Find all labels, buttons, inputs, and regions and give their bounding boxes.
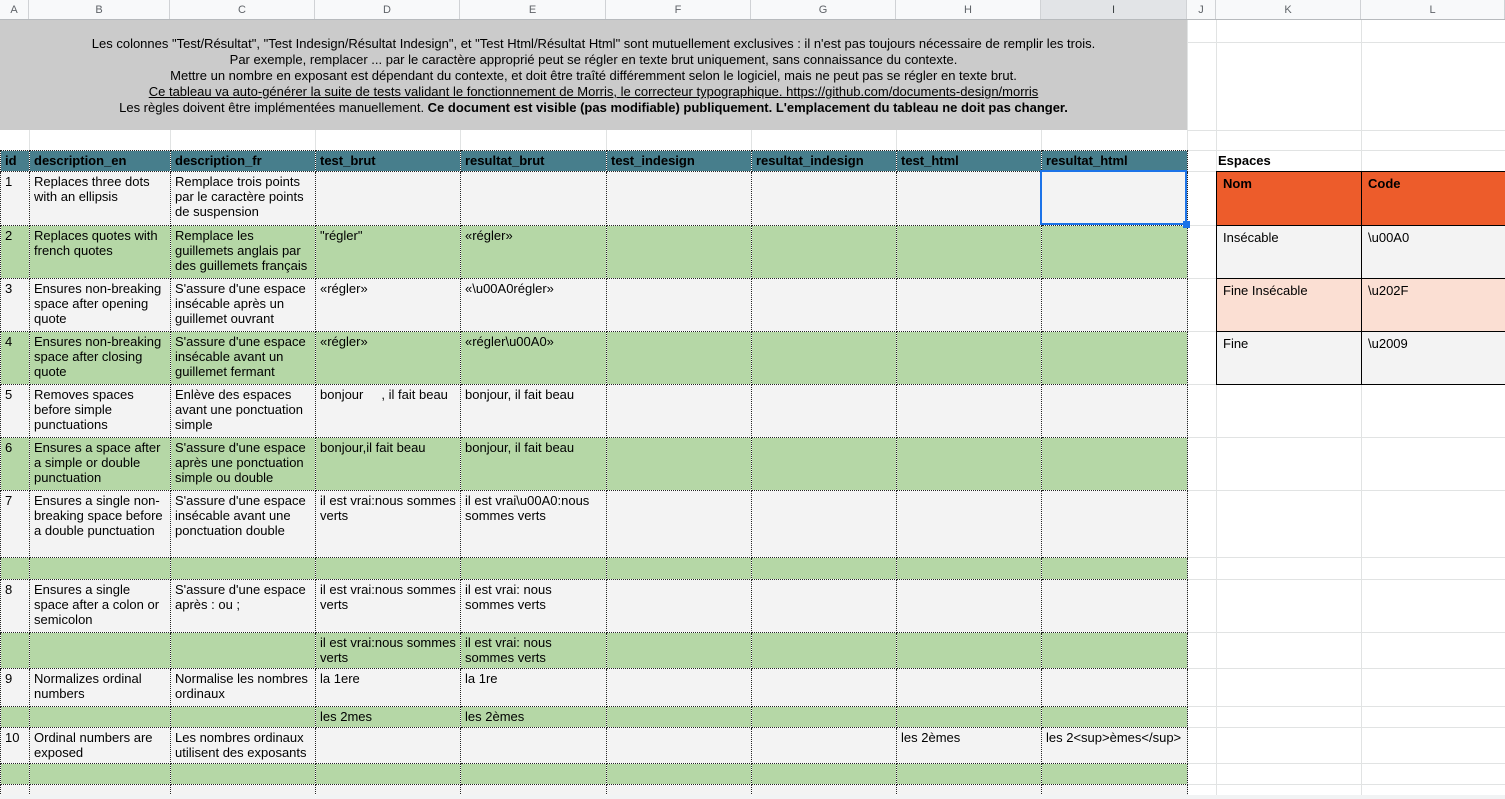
espaces-header-code[interactable]: Code — [1362, 172, 1505, 226]
banner-text: Mettre un nombre en exposant est dépendant du contexte, et doit être traîté différemment selon le logiciel, mais ne peut pas se régler en texte brut. — [170, 68, 1017, 83]
column-header-K[interactable]: K — [1216, 0, 1361, 19]
column-header-C[interactable]: C — [170, 0, 315, 19]
cell-resultat_indesign-row15[interactable] — [752, 785, 897, 796]
cell-test_indesign-row6[interactable] — [607, 438, 752, 491]
col-header-id[interactable]: id — [1, 151, 30, 172]
cell-id-row6[interactable]: 6 — [1, 438, 30, 491]
cell-description_en-row8[interactable] — [30, 558, 171, 580]
cell-resultat_brut-row1[interactable] — [461, 172, 607, 226]
column-header-I[interactable]: I — [1041, 0, 1187, 19]
gridline — [1187, 42, 1505, 43]
cell-test_indesign-row15[interactable] — [607, 785, 752, 796]
cell-description_fr-row3[interactable]: S'assure d'une espace insécable après un guillemet ouvrant — [171, 279, 316, 332]
table-row — [1, 438, 1188, 491]
cell-test_html-row3[interactable] — [897, 279, 1042, 332]
cell-test_indesign-row14[interactable] — [607, 764, 752, 785]
cell-id-row15[interactable] — [1, 785, 30, 796]
col-header-test_indesign[interactable]: test_indesign — [607, 151, 752, 172]
cell-description_en-row1[interactable]: Replaces three dots with an ellipsis — [30, 172, 171, 226]
cell-resultat_indesign-row6[interactable] — [752, 438, 897, 491]
cell-test_brut-row7[interactable]: il est vrai:nous sommes verts — [316, 491, 461, 558]
cell-description_fr-row4[interactable]: S'assure d'une espace insécable avant un guillemet fermant — [171, 332, 316, 385]
cell-resultat_indesign-row7[interactable] — [752, 491, 897, 558]
cell-description_fr-row6[interactable]: S'assure d'une espace après une ponctuation simple ou double — [171, 438, 316, 491]
cell-test_html-row13[interactable]: les 2èmes — [897, 728, 1042, 764]
column-header-A[interactable]: A — [0, 0, 29, 19]
banner-text: Par exemple, remplacer ... par le caractère approprié peut se régler en texte brut uniquement, sans connaissance du contexte. — [229, 52, 958, 67]
gridline — [1187, 225, 1216, 226]
rules-table — [0, 150, 1188, 796]
cell-resultat_indesign-row9[interactable] — [752, 580, 897, 633]
table-row — [1, 707, 1188, 728]
cell-id-row5[interactable]: 5 — [1, 385, 30, 438]
cell-resultat_html-row12[interactable] — [1042, 707, 1188, 728]
cell-resultat_brut-row6[interactable]: bonjour, il fait beau — [461, 438, 607, 491]
espaces-nom-2[interactable]: Fine Insécable — [1217, 279, 1362, 332]
gridline — [1187, 171, 1216, 172]
cell-description_en-row14[interactable] — [30, 764, 171, 785]
cell-test_brut-row8[interactable] — [316, 558, 461, 580]
cell-resultat_indesign-row12[interactable] — [752, 707, 897, 728]
cell-test_html-row6[interactable] — [897, 438, 1042, 491]
gridline — [1187, 706, 1505, 707]
col-header-description_fr[interactable]: description_fr — [171, 151, 316, 172]
cell-description_fr-row14[interactable] — [171, 764, 316, 785]
cell-description_en-row15[interactable] — [30, 785, 171, 796]
banner-text: Ce document est visible (pas modifiable) publiquement. L'emplacement du tableau ne doit pas changer. — [427, 100, 1068, 115]
cell-test_brut-row1[interactable] — [316, 172, 461, 226]
banner-text: Les colonnes "Test/Résultat", "Test Indesign/Résultat Indesign", et "Test Html/Résultat Html" sont mutuellement exclusives : il n'est pas toujours nécessaire de remplir les trois. — [91, 36, 1096, 51]
cell-description_en-row5[interactable]: Removes spaces before simple punctuations — [30, 385, 171, 438]
cell-id-row9[interactable]: 8 — [1, 580, 30, 633]
cell-resultat_html-row14[interactable] — [1042, 764, 1188, 785]
cell-description_fr-row8[interactable] — [171, 558, 316, 580]
cell-description_en-row12[interactable] — [30, 707, 171, 728]
gridline — [606, 130, 607, 150]
gridline — [315, 130, 316, 150]
cell-test_brut-row12[interactable]: les 2mes — [316, 707, 461, 728]
cell-resultat_html-row1[interactable] — [1042, 172, 1188, 226]
col-header-resultat_brut[interactable]: resultat_brut — [461, 151, 607, 172]
cell-resultat_brut-row14[interactable] — [461, 764, 607, 785]
espaces-code-3[interactable]: \u2009 — [1362, 332, 1505, 385]
gridline — [1187, 763, 1505, 764]
cell-resultat_brut-row10[interactable]: il est vrai: nous sommes verts — [461, 633, 607, 669]
cell-id-row1[interactable]: 1 — [1, 172, 30, 226]
column-header-E[interactable]: E — [460, 0, 606, 19]
cell-test_indesign-row7[interactable] — [607, 491, 752, 558]
cell-description_fr-row10[interactable] — [171, 633, 316, 669]
cell-test_brut-row14[interactable] — [316, 764, 461, 785]
cell-test_indesign-row1[interactable] — [607, 172, 752, 226]
cell-test_html-row12[interactable] — [897, 707, 1042, 728]
cell-test_indesign-row3[interactable] — [607, 279, 752, 332]
cell-test_html-row2[interactable] — [897, 226, 1042, 279]
cell-description_fr-row1[interactable]: Remplace trois points par le caractère points de suspension — [171, 172, 316, 226]
gridline — [1187, 727, 1505, 728]
gridline — [1187, 668, 1505, 669]
cell-resultat_html-row4[interactable] — [1042, 332, 1188, 385]
cell-description_en-row11[interactable]: Normalizes ordinal numbers — [30, 669, 171, 707]
cell-description_fr-row15[interactable] — [171, 785, 316, 796]
espaces-row — [1217, 279, 1505, 332]
column-header-D[interactable]: D — [315, 0, 460, 19]
notes-banner-cell[interactable] — [0, 19, 1187, 130]
cell-resultat_html-row11[interactable] — [1042, 669, 1188, 707]
banner-line-2 — [0, 52, 1187, 68]
cell-description_en-row13[interactable]: Ordinal numbers are exposed — [30, 728, 171, 764]
column-header-B[interactable]: B — [29, 0, 170, 19]
cell-resultat_brut-row5[interactable]: bonjour, il fait beau — [461, 385, 607, 438]
gridline — [1041, 130, 1042, 150]
cell-test_indesign-row5[interactable] — [607, 385, 752, 438]
banner-line-3 — [0, 68, 1187, 84]
cell-resultat_indesign-row10[interactable] — [752, 633, 897, 669]
cell-resultat_html-row10[interactable] — [1042, 633, 1188, 669]
gridline — [1187, 557, 1505, 558]
gridline — [1187, 437, 1505, 438]
cell-test_html-row8[interactable] — [897, 558, 1042, 580]
cell-test_html-row15[interactable] — [897, 785, 1042, 796]
espaces-code-2[interactable]: \u202F — [1362, 279, 1505, 332]
table-row — [1, 385, 1188, 438]
cell-test_brut-row4[interactable]: «régler» — [316, 332, 461, 385]
cell-resultat_indesign-row3[interactable] — [752, 279, 897, 332]
espaces-row — [1217, 226, 1505, 279]
table-row — [1, 332, 1188, 385]
cell-resultat_indesign-row2[interactable] — [752, 226, 897, 279]
espaces-header-nom[interactable]: Nom — [1217, 172, 1362, 226]
scrollbar-track[interactable] — [0, 795, 1505, 799]
cell-id-row7[interactable]: 7 — [1, 491, 30, 558]
cell-test_html-row9[interactable] — [897, 580, 1042, 633]
table-row — [1, 226, 1188, 279]
cell-description_fr-row11[interactable]: Normalise les nombres ordinaux — [171, 669, 316, 707]
cell-resultat_html-row3[interactable] — [1042, 279, 1188, 332]
cell-resultat_html-row6[interactable] — [1042, 438, 1188, 491]
column-header-F[interactable]: F — [606, 0, 751, 19]
table-row — [1, 279, 1188, 332]
cell-description_en-row10[interactable] — [30, 633, 171, 669]
gridline — [1187, 130, 1505, 131]
cell-test_brut-row11[interactable]: la 1ere — [316, 669, 461, 707]
cell-resultat_brut-row9[interactable]: il est vrai: nous sommes verts — [461, 580, 607, 633]
cell-resultat_html-row13[interactable]: les 2<sup>èmes</sup> — [1042, 728, 1188, 764]
cell-resultat_html-row8[interactable] — [1042, 558, 1188, 580]
cell-test_html-row4[interactable] — [897, 332, 1042, 385]
gridline — [1187, 278, 1216, 279]
cell-resultat_html-row7[interactable] — [1042, 491, 1188, 558]
col-header-test_html[interactable]: test_html — [897, 151, 1042, 172]
cell-test_indesign-row11[interactable] — [607, 669, 752, 707]
cell-resultat_brut-row15[interactable] — [461, 785, 607, 796]
espaces-title: Espaces — [1218, 153, 1271, 168]
cell-test_brut-row3[interactable]: «régler» — [316, 279, 461, 332]
cell-resultat_brut-row13[interactable] — [461, 728, 607, 764]
gridline — [1187, 632, 1505, 633]
cell-description_en-row7[interactable]: Ensures a single non-breaking space before a double punctuation — [30, 491, 171, 558]
cell-test_brut-row5[interactable]: bonjour , il fait beau — [316, 385, 461, 438]
column-header-L[interactable]: L — [1361, 0, 1505, 19]
cell-test_brut-row10[interactable]: il est vrai:nous sommes verts — [316, 633, 461, 669]
gridline — [1187, 384, 1216, 385]
cell-resultat_brut-row12[interactable]: les 2èmes — [461, 707, 607, 728]
table-row — [1, 764, 1188, 785]
column-header-G[interactable]: G — [751, 0, 896, 19]
banner-text: Les règles doivent être implémentées manuellement. — [119, 100, 428, 115]
cell-resultat_indesign-row5[interactable] — [752, 385, 897, 438]
gridline — [896, 130, 897, 150]
cell-test_brut-row2[interactable]: "régler" — [316, 226, 461, 279]
gridline — [751, 130, 752, 150]
banner-text: Ce tableau va auto-générer la suite de tests validant le fonctionnement de Morris, le correcteur typographique. https://github.com/documents-design/morris — [148, 84, 1039, 99]
cell-test_html-row14[interactable] — [897, 764, 1042, 785]
espaces-table — [1216, 171, 1505, 385]
cell-description_fr-row12[interactable] — [171, 707, 316, 728]
cell-resultat_brut-row11[interactable]: la 1re — [461, 669, 607, 707]
cell-test_indesign-row4[interactable] — [607, 332, 752, 385]
cell-test_indesign-row2[interactable] — [607, 226, 752, 279]
table-row — [1, 785, 1188, 796]
espaces-nom-3[interactable]: Fine — [1217, 332, 1362, 385]
cell-description_fr-row5[interactable]: Enlève des espaces avant une ponctuation simple — [171, 385, 316, 438]
cell-id-row3[interactable]: 3 — [1, 279, 30, 332]
table-row — [1, 728, 1188, 764]
cell-id-row2[interactable]: 2 — [1, 226, 30, 279]
gridline — [170, 130, 171, 150]
gridline — [1216, 19, 1217, 795]
cell-resultat_indesign-row11[interactable] — [752, 669, 897, 707]
table-row — [1, 580, 1188, 633]
cell-description_en-row9[interactable]: Ensures a single space after a colon or semicolon — [30, 580, 171, 633]
cell-resultat_indesign-row8[interactable] — [752, 558, 897, 580]
cell-test_indesign-row8[interactable] — [607, 558, 752, 580]
column-header-strip — [0, 0, 1505, 20]
cell-description_en-row4[interactable]: Ensures non-breaking space after closing quote — [30, 332, 171, 385]
gridline — [1187, 579, 1505, 580]
banner-line-1 — [0, 36, 1187, 52]
banner-line-5 — [0, 100, 1187, 116]
col-header-resultat_html[interactable]: resultat_html — [1042, 151, 1188, 172]
cell-resultat_brut-row4[interactable]: «régler\u00A0» — [461, 332, 607, 385]
cell-test_brut-row9[interactable]: il est vrai:nous sommes verts — [316, 580, 461, 633]
table-row — [1, 172, 1188, 226]
gridline — [1361, 19, 1362, 795]
cell-test_html-row5[interactable] — [897, 385, 1042, 438]
cell-test_brut-row6[interactable]: bonjour,il fait beau — [316, 438, 461, 491]
cell-description_en-row3[interactable]: Ensures non-breaking space after opening quote — [30, 279, 171, 332]
gridline — [1187, 490, 1505, 491]
col-header-description_en[interactable]: description_en — [30, 151, 171, 172]
cell-resultat_brut-row8[interactable] — [461, 558, 607, 580]
cell-description_en-row6[interactable]: Ensures a space after a simple or double punctuation — [30, 438, 171, 491]
cell-resultat_indesign-row13[interactable] — [752, 728, 897, 764]
cell-test_indesign-row12[interactable] — [607, 707, 752, 728]
col-header-test_brut[interactable]: test_brut — [316, 151, 461, 172]
espaces-code-1[interactable]: \u00A0 — [1362, 226, 1505, 279]
cell-test_html-row10[interactable] — [897, 633, 1042, 669]
cell-resultat_html-row2[interactable] — [1042, 226, 1188, 279]
column-header-J[interactable]: J — [1187, 0, 1216, 19]
gridline — [29, 130, 30, 150]
cell-id-row12[interactable] — [1, 707, 30, 728]
cell-test_indesign-row9[interactable] — [607, 580, 752, 633]
gridline — [1187, 331, 1216, 332]
cell-test_brut-row15[interactable] — [316, 785, 461, 796]
espaces-nom-1[interactable]: Insécable — [1217, 226, 1362, 279]
cell-resultat_html-row5[interactable] — [1042, 385, 1188, 438]
cell-resultat_brut-row2[interactable]: «régler» — [461, 226, 607, 279]
cell-id-row14[interactable] — [1, 764, 30, 785]
gridline — [1187, 784, 1505, 785]
cell-test_brut-row13[interactable] — [316, 728, 461, 764]
banner-line-4 — [0, 84, 1187, 100]
espaces-row — [1217, 332, 1505, 385]
cell-test_html-row11[interactable] — [897, 669, 1042, 707]
cell-resultat_indesign-row4[interactable] — [752, 332, 897, 385]
cell-description_fr-row7[interactable]: S'assure d'une espace insécable avant une ponctuation double — [171, 491, 316, 558]
cell-resultat_html-row9[interactable] — [1042, 580, 1188, 633]
cell-resultat_brut-row7[interactable]: il est vrai\u00A0:nous sommes verts — [461, 491, 607, 558]
cell-resultat_html-row15[interactable] — [1042, 785, 1188, 796]
cell-test_html-row7[interactable] — [897, 491, 1042, 558]
cell-test_indesign-row10[interactable] — [607, 633, 752, 669]
cell-id-row13[interactable]: 10 — [1, 728, 30, 764]
gridline — [460, 130, 461, 150]
cell-description_en-row2[interactable]: Replaces quotes with french quotes — [30, 226, 171, 279]
cell-id-row10[interactable] — [1, 633, 30, 669]
cell-description_fr-row9[interactable]: S'assure d'une espace après : ou ; — [171, 580, 316, 633]
cell-test_indesign-row13[interactable] — [607, 728, 752, 764]
table-row — [1, 491, 1188, 558]
cell-test_html-row1[interactable] — [897, 172, 1042, 226]
cell-resultat_brut-row3[interactable]: «\u00A0régler» — [461, 279, 607, 332]
cell-id-row4[interactable]: 4 — [1, 332, 30, 385]
table-row — [1, 669, 1188, 707]
col-header-resultat_indesign[interactable]: resultat_indesign — [752, 151, 897, 172]
table-row — [1, 558, 1188, 580]
table-row — [1, 633, 1188, 669]
cell-id-row11[interactable]: 9 — [1, 669, 30, 707]
column-header-H[interactable]: H — [896, 0, 1041, 19]
cell-resultat_indesign-row1[interactable] — [752, 172, 897, 226]
cell-description_fr-row2[interactable]: Remplace les guillemets anglais par des guillemets français — [171, 226, 316, 279]
cell-description_fr-row13[interactable]: Les nombres ordinaux utilisent des exposants — [171, 728, 316, 764]
cell-id-row8[interactable] — [1, 558, 30, 580]
cell-resultat_indesign-row14[interactable] — [752, 764, 897, 785]
